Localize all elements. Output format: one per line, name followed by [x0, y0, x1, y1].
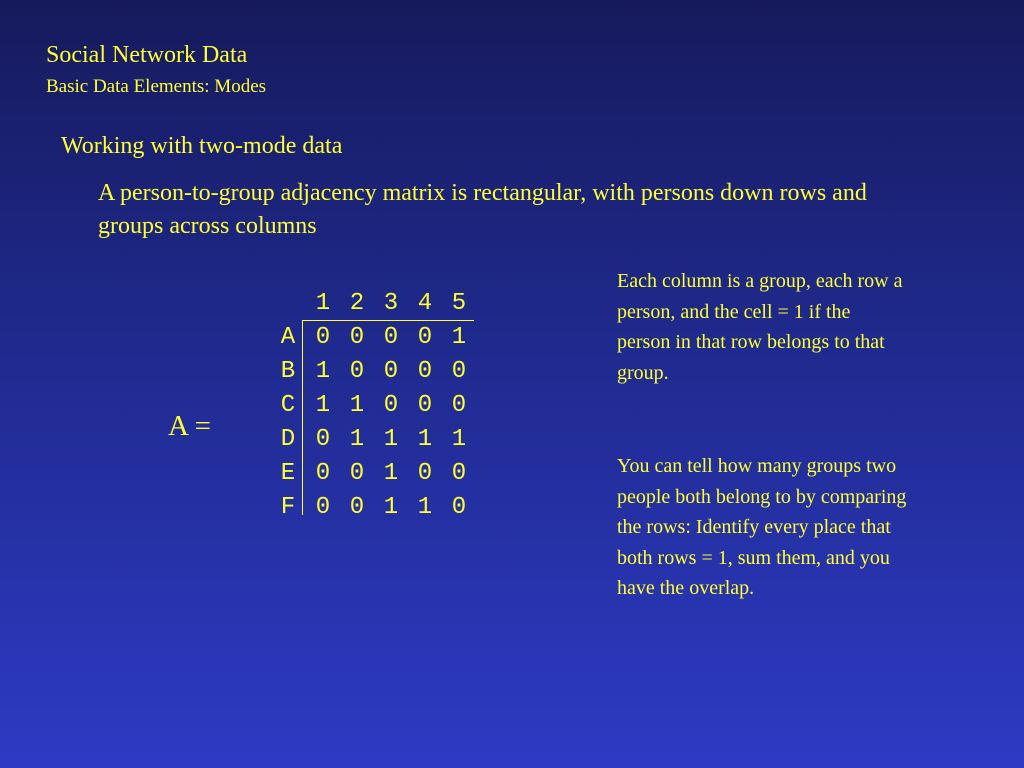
matrix-row-label: C	[280, 392, 296, 419]
matrix-cell: 1	[315, 358, 331, 385]
slide-title: Social Network Data	[46, 42, 248, 68]
matrix-column-header: 4	[417, 290, 433, 317]
matrix-cell: 1	[451, 324, 467, 351]
matrix-row-label-divider	[302, 321, 303, 515]
matrix-cell: 1	[315, 392, 331, 419]
matrix-cell: 0	[349, 324, 365, 351]
matrix-cell: 1	[349, 426, 365, 453]
matrix-cell: 1	[417, 494, 433, 521]
matrix-cell: 0	[417, 392, 433, 419]
matrix-cell: 0	[417, 358, 433, 385]
explanation-note-2: You can tell how many groups two people both belong to by comparing the rows: Identify every place that both rows = 1, sum them, and you have the overlap.	[617, 455, 907, 599]
matrix-column-header: 5	[451, 290, 467, 317]
matrix-row-label: B	[280, 358, 296, 385]
matrix-cell: 1	[383, 460, 399, 487]
matrix-row-label: E	[280, 460, 296, 487]
section-heading: Working with two-mode data	[61, 133, 343, 159]
matrix-label: A =	[168, 410, 211, 442]
matrix-column-header: 2	[349, 290, 365, 317]
matrix-cell: 0	[315, 460, 331, 487]
matrix-cell: 1	[383, 494, 399, 521]
matrix-cell: 0	[451, 494, 467, 521]
matrix-cell: 1	[349, 392, 365, 419]
matrix-cell: 0	[417, 324, 433, 351]
matrix-cell: 0	[349, 460, 365, 487]
matrix-row-label: F	[280, 494, 296, 521]
matrix-cell: 0	[315, 426, 331, 453]
matrix-cell: 0	[349, 358, 365, 385]
matrix-cell: 1	[383, 426, 399, 453]
matrix-cell: 0	[451, 460, 467, 487]
matrix-cell: 0	[315, 324, 331, 351]
slide-subtitle: Basic Data Elements: Modes	[46, 76, 267, 97]
matrix-column-header: 3	[383, 290, 399, 317]
matrix-cell: 1	[451, 426, 467, 453]
matrix-cell: 0	[383, 358, 399, 385]
matrix-cell: 0	[451, 358, 467, 385]
explanation-note-1: Each column is a group, each row a person, and the cell = 1 if the person in that row belongs to that group.	[617, 270, 903, 384]
matrix-cell: 0	[349, 494, 365, 521]
matrix-header-divider	[302, 320, 474, 321]
matrix-column-header: 1	[315, 290, 331, 317]
matrix-row-label: D	[280, 426, 296, 453]
intro-paragraph: A person-to-group adjacency matrix is rectangular, with persons down rows and groups across columns	[98, 180, 867, 239]
matrix-cell: 0	[417, 460, 433, 487]
matrix-row-label: A	[280, 324, 296, 351]
matrix-cell: 0	[383, 324, 399, 351]
matrix-cell: 1	[417, 426, 433, 453]
matrix-cell: 0	[315, 494, 331, 521]
matrix-cell: 0	[451, 392, 467, 419]
matrix-cell: 0	[383, 392, 399, 419]
